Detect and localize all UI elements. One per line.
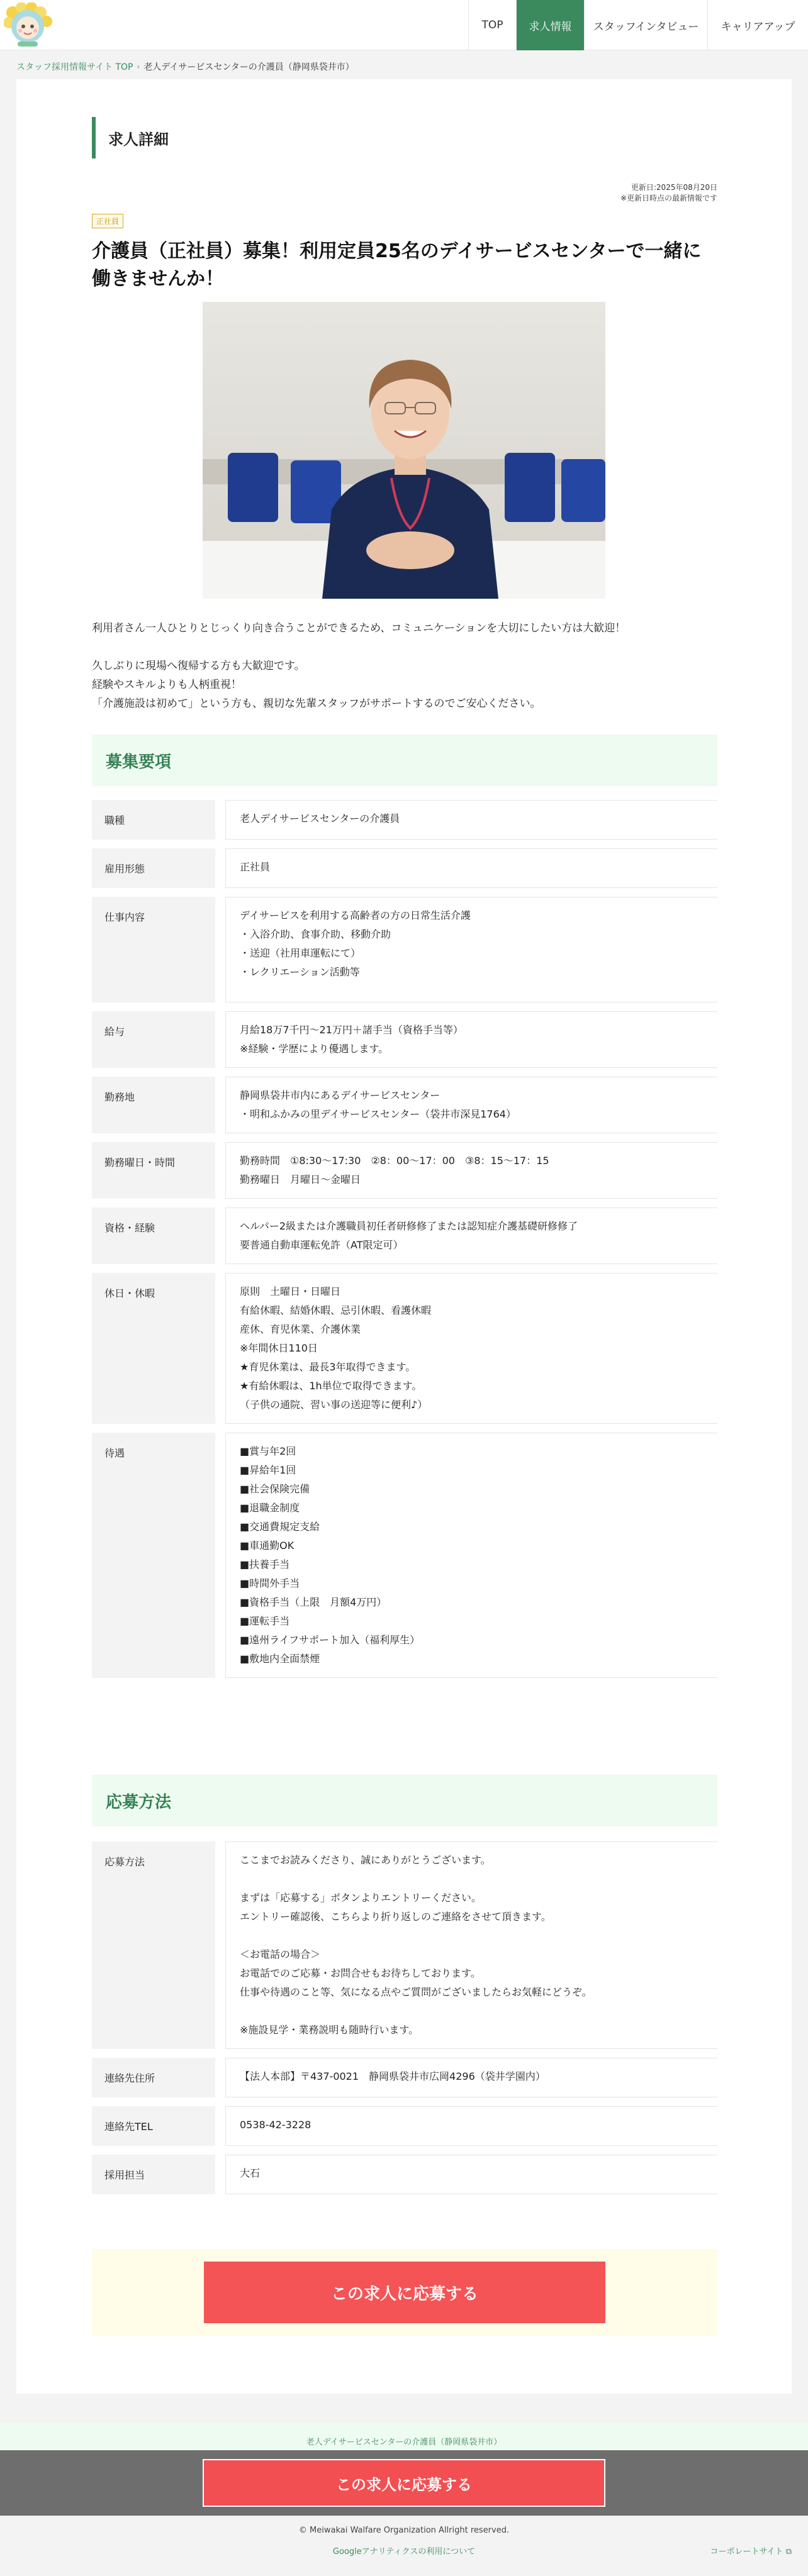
staff-photo xyxy=(203,302,605,599)
row-label: 勤務地 xyxy=(92,1077,215,1133)
row-value: 【法人本部】〒437-0021 静岡県袋井市広岡4296（袋井学園内） xyxy=(225,2058,717,2097)
row-value: ここまでお読みくださり、誠にありがとうございます。 まずは「応募する」ボタンよりエントリーください。 エントリー確認後、こちらより折り返しのご連絡をさせて頂きます。 ＜お電話の場合＞ お電話でのご応募・お問合せもお待ちしております。 仕事や待遇のこと等、気になる点やご質問がございましたらお気軽にどうぞ。 ※施設見学・業務説明も随時行います。 xyxy=(225,1841,717,2049)
row-value: 0538-42-3228 xyxy=(225,2106,717,2146)
row-value: ■賞与年2回 ■昇給年1回 ■社会保険完備 ■退職金制度 ■交通費規定支給 ■車通勤OK ■扶養手当 ■時間外手当 ■資格手当（上限 月額4万円） ■運転手当 ■遠州ライフサポート加入（福利厚生） ■敷地内全面禁煙 xyxy=(225,1433,717,1678)
apply-box xyxy=(92,2249,717,2336)
nav-career-up[interactable]: キャリアアップ xyxy=(707,0,808,50)
external-link-icon: ⧉ xyxy=(785,2547,792,2557)
apply-button[interactable]: この求人に応募する xyxy=(204,2262,605,2323)
application-heading: 応募方法 xyxy=(92,1775,717,1826)
chevron-right-icon: › xyxy=(137,62,140,71)
intro-line: 利用者さん一人ひとりとじっくり向き合うことができるため、コミュニケーションを大切にしたい方は大歓迎！ xyxy=(92,622,626,635)
google-analytics-link[interactable]: Googleアナリティクスの利用について xyxy=(332,2547,476,2557)
page-title: 求人詳細 xyxy=(92,117,169,158)
row-label: 連絡先住所 xyxy=(92,2058,215,2097)
table-row xyxy=(92,1433,717,1678)
intro-line: 「介護施設は初めて」という方も、親切な先輩スタッフがサポートするのでご安心ください。 xyxy=(92,697,541,710)
row-label: 資格・経験 xyxy=(92,1208,215,1264)
row-label: 連絡先TEL xyxy=(92,2106,215,2146)
row-value: デイサービスを利用する高齢者の方の日常生活介護 ・入浴介助、食事介助、移動介助 ・送迎（社用車運転にて） ・レクリエーション活動等 xyxy=(225,897,717,1002)
row-value: ヘルパー2級または介護職員初任者研修修了または認知症介護基礎研修修了 要普通自動車運転免許（AT限定可） xyxy=(225,1208,717,1264)
table-row xyxy=(92,1208,717,1264)
table-row xyxy=(92,1273,717,1424)
site-logo[interactable] xyxy=(4,3,54,48)
row-label: 応募方法 xyxy=(92,1841,215,2049)
row-value: 老人デイサービスセンターの介護員 xyxy=(225,800,717,840)
table-row xyxy=(92,2058,717,2097)
row-label: 勤務曜日・時間 xyxy=(92,1142,215,1199)
breadcrumb-current: 老人デイサービスセンターの介護員（静岡県袋井市） xyxy=(143,62,354,72)
row-label: 待遇 xyxy=(92,1433,215,1678)
row-value: 月給18万7千円〜21万円＋諸手当（資格手当等） ※経験・学歴により優遇します。 xyxy=(225,1011,717,1068)
nav-staff-interview[interactable]: スタッフインタビュー xyxy=(584,0,707,50)
requirements-table xyxy=(92,800,717,1687)
site-header xyxy=(0,0,808,50)
row-label: 休日・休暇 xyxy=(92,1273,215,1424)
nav-jobs[interactable]: 求人情報 xyxy=(516,0,584,50)
corporate-site-link[interactable] xyxy=(710,2545,792,2557)
row-value: 正社員 xyxy=(225,848,717,888)
row-value: 原則 土曜日・日曜日 有給休暇、結婚休暇、忌引休暇、看護休暇 産休、育児休業、介護休業 ※年間休日110日 ★育児休業は、最長3年取得できます。 ★有給休暇は、1h単位で取得できます。 （子供の通院、習い事の送迎等に便利♪） xyxy=(225,1273,717,1424)
intro-line: 経験やスキルよりも人柄重視！ xyxy=(92,679,242,691)
copyright: © Meiwakai Walfare Organization Allright reserved. xyxy=(298,2526,510,2535)
table-row xyxy=(92,1142,717,1199)
requirements-heading: 募集要項 xyxy=(92,735,717,786)
sticky-apply-button[interactable]: この求人に応募する xyxy=(203,2459,605,2507)
application-table xyxy=(92,1841,717,2203)
row-label: 職種 xyxy=(92,800,215,840)
row-value: 勤務時間 ①8:30〜17:30 ②8：00〜17：00 ③8：15〜17：15 勤務曜日 月曜日〜金曜日 xyxy=(225,1142,717,1199)
row-value: 大石 xyxy=(225,2155,717,2194)
employment-type-badge: 正社員 xyxy=(92,214,123,228)
table-row xyxy=(92,848,717,888)
updated-note: ※更新日時点の最新情報です xyxy=(620,194,717,203)
corporate-site-label: コーポレートサイト xyxy=(710,2547,783,2557)
row-label: 給与 xyxy=(92,1011,215,1068)
row-label: 仕事内容 xyxy=(92,897,215,1002)
nav-top[interactable]: TOP xyxy=(468,0,516,50)
updated-date xyxy=(620,182,717,204)
table-row xyxy=(92,1841,717,2049)
table-row xyxy=(92,897,717,1002)
row-value: 静岡県袋井市内にあるデイサービスセンター ・明和ふかみの里デイサービスセンター（袋井市深見1764） xyxy=(225,1077,717,1133)
sticky-apply-bar xyxy=(0,2450,808,2516)
footer-job-name[interactable]: 老人デイサービスセンターの介護員（静岡県袋井市） xyxy=(306,2438,502,2447)
breadcrumb-home-link[interactable]: スタッフ採用情報サイト TOP xyxy=(16,62,133,72)
intro-line xyxy=(92,638,717,657)
global-nav xyxy=(468,0,808,50)
table-row xyxy=(92,1011,717,1068)
breadcrumb xyxy=(16,60,354,73)
table-row xyxy=(92,2155,717,2194)
row-label: 雇用形態 xyxy=(92,848,215,888)
updated-date-text: 更新日:2025年08月20日 xyxy=(631,183,717,192)
job-title: 介護員（正社員）募集！利用定員25名のデイサービスセンターで一緒に働きませんか！ xyxy=(92,240,702,290)
row-label: 採用担当 xyxy=(92,2155,215,2194)
table-row xyxy=(92,1077,717,1133)
job-intro xyxy=(92,619,717,713)
table-row xyxy=(92,2106,717,2146)
table-row xyxy=(92,800,717,840)
intro-line: 久しぶりに現場へ復帰する方も大歓迎です。 xyxy=(92,660,305,672)
